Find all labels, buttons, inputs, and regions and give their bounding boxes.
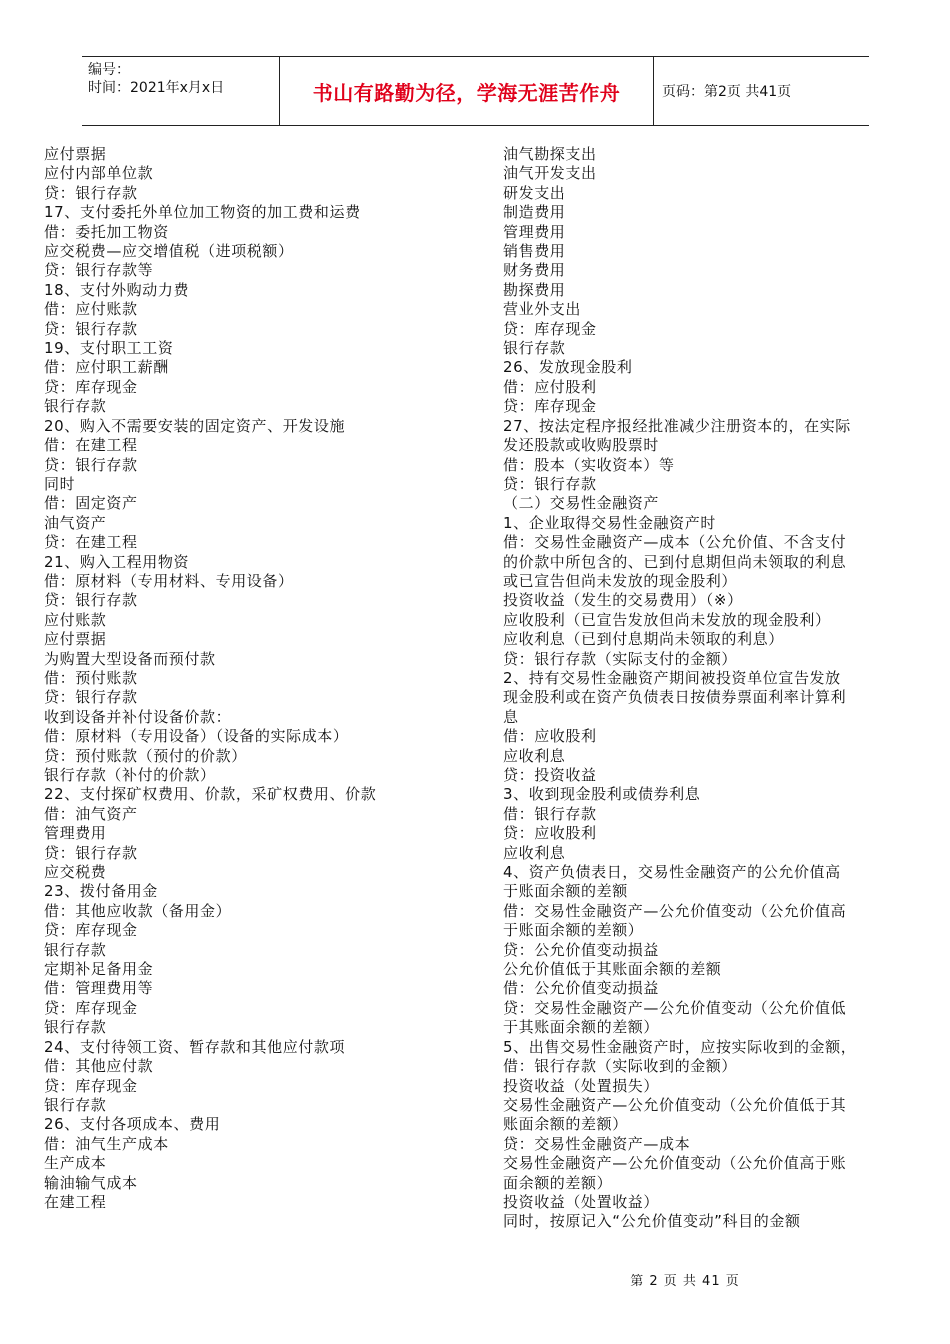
text-line: 银行存款 <box>44 1095 107 1114</box>
text-line: 借：委托加工物资 <box>44 222 169 241</box>
text-line: 20、购入不需要安装的固定资产、开发设施 <box>44 416 346 435</box>
text-line: 面余额的差额） <box>503 1173 613 1192</box>
text-line: 贷：库存现金 <box>44 998 138 1017</box>
text-line: 油气资产 <box>44 513 107 532</box>
text-line: 贷：库存现金 <box>44 377 138 396</box>
text-line: 贷：银行存款 <box>44 688 138 707</box>
text-line: 银行存款（补付的价款） <box>44 766 216 784</box>
text-line: 26、发放现金股利 <box>503 358 633 377</box>
text-line: 应收利息 <box>503 843 566 862</box>
page-footer <box>0 1270 950 1289</box>
text-line: 贷：预付账款（预付的价款） <box>44 746 247 765</box>
text-line: 借：应付股利 <box>503 377 597 396</box>
text-line: 3、收到现金股利或债券利息 <box>503 785 701 804</box>
text-line: 投资收益（发生的交易费用）（※） <box>503 591 743 610</box>
text-line: 贷：银行存款 <box>503 474 597 493</box>
text-line: 18、支付外购动力费 <box>44 280 190 299</box>
text-line: 借：股本（实收资本）等 <box>503 455 675 474</box>
left-column <box>44 145 474 1212</box>
text-line: 借：其他应付款 <box>44 1057 154 1076</box>
text-line: 银行存款 <box>44 397 107 416</box>
text-line: 息 <box>503 707 519 726</box>
text-line: 借：管理费用等 <box>44 979 154 998</box>
text-line: 管理费用 <box>503 222 566 241</box>
text-line: 借：在建工程 <box>44 436 138 455</box>
text-line: 22、支付探矿权费用、价款，采矿权费用、价款 <box>44 785 377 804</box>
text-line: 应收股利（已宣告发放但尚未发放的现金股利） <box>503 610 831 629</box>
header-motto: 书山有路勤为径，学海无涯苦作舟 <box>312 80 621 105</box>
text-line: 借：原材料（专用材料、专用设备） <box>44 571 294 590</box>
right-column <box>503 145 903 1232</box>
text-line: 借：公允价值变动损益 <box>503 979 660 998</box>
text-line: 同时，按原记入“公允价值变动”科目的金额 <box>503 1212 801 1231</box>
text-line: 的价款中所包含的、已到付息期但尚未领取的利息 <box>503 552 847 571</box>
text-line: 应交税费—应交增值税（进项税额） <box>44 242 294 261</box>
text-line: 制造费用 <box>503 203 566 222</box>
text-line: 交易性金融资产—公允价值变动（公允价值低于其 <box>503 1095 847 1114</box>
text-line: 贷：银行存款 <box>44 591 138 610</box>
text-line: 交易性金融资产—公允价值变动（公允价值高于账 <box>503 1154 847 1173</box>
text-line: 27、按法定程序报经批准减少注册资本的，在实际 <box>503 416 851 435</box>
page-header <box>82 56 869 126</box>
text-line: 发还股款或收购股票时 <box>503 436 660 455</box>
header-page-code: 页码：第2页 共41页 <box>662 84 792 100</box>
text-line: 输油输气成本 <box>44 1173 138 1192</box>
text-line: 贷：交易性金融资产—成本 <box>503 1134 691 1153</box>
text-line: 银行存款 <box>44 940 107 959</box>
header-page-code-cell <box>654 57 869 125</box>
text-line: 借：应收股利 <box>503 727 597 746</box>
text-line: 贷：银行存款（实际支付的金额） <box>503 649 738 668</box>
text-line: 贷：应收股利 <box>503 824 597 843</box>
text-line: 应收利息 <box>503 746 566 765</box>
text-line: 26、支付各项成本、费用 <box>44 1115 221 1134</box>
text-line: 在建工程 <box>44 1192 107 1211</box>
text-line: 借：其他应收款（备用金） <box>44 901 232 920</box>
text-line: 或已宣告但尚未发放的现金股利） <box>503 571 738 590</box>
text-line: 贷：库存现金 <box>44 921 138 940</box>
text-line: 投资收益（处置收益） <box>503 1192 660 1211</box>
text-line: 借：油气生产成本 <box>44 1134 169 1153</box>
text-line: 24、支付待领工资、暂存款和其他应付款项 <box>44 1037 346 1056</box>
text-line: 应收利息（已到付息期尚未领取的利息） <box>503 630 784 649</box>
text-line: 2、持有交易性金融资产期间被投资单位宣告发放 <box>503 668 841 687</box>
text-line: 勘探费用 <box>503 280 566 299</box>
text-line: 定期补足备用金 <box>44 960 154 979</box>
text-line: 借：应付职工薪酬 <box>44 358 169 377</box>
document-number-label: 编号： <box>88 62 130 78</box>
text-line: 应付内部单位款 <box>44 164 154 183</box>
text-line: 借：交易性金融资产—成本（公允价值、不含支付 <box>503 533 847 552</box>
text-line: （二）交易性金融资产 <box>503 494 660 513</box>
text-line: 贷：库存现金 <box>44 1076 138 1095</box>
text-line: 19、支付职工工资 <box>44 339 174 358</box>
text-line: 贷：在建工程 <box>44 533 138 552</box>
text-line: 贷：投资收益 <box>503 766 597 784</box>
text-line: 于其账面余额的差额） <box>503 1018 660 1037</box>
text-line: 4、资产负债表日，交易性金融资产的公允价值高 <box>503 863 841 882</box>
text-line: 应付票据 <box>44 630 107 649</box>
text-line: 贷：银行存款 <box>44 455 138 474</box>
text-line: 同时 <box>44 474 76 493</box>
text-line: 借：银行存款 <box>503 804 597 823</box>
text-line: 17、支付委托外单位加工物资的加工费和运费 <box>44 203 361 222</box>
header-meta <box>82 57 280 125</box>
text-line: 于账面余额的差额） <box>503 921 644 940</box>
text-line: 23、拨付备用金 <box>44 882 158 901</box>
text-line: 公允价值低于其账面余额的差额 <box>503 960 722 979</box>
text-line: 投资收益（处置损失） <box>503 1076 660 1095</box>
text-line: 贷：银行存款 <box>44 183 138 202</box>
text-line: 贷：银行存款等 <box>44 261 154 280</box>
text-line: 借：应付账款 <box>44 300 138 319</box>
text-line: 收到设备并补付设备价款： <box>44 707 232 726</box>
header-motto-cell <box>280 57 654 125</box>
text-line: 账面余额的差额） <box>503 1115 628 1134</box>
text-line: 贷：银行存款 <box>44 843 138 862</box>
footer-page-number: 第 2 页 共 41 页 <box>630 1274 740 1289</box>
text-line: 借：交易性金融资产—公允价值变动（公允价值高 <box>503 901 847 920</box>
text-line: 现金股利或在资产负债表日按债券票面利率计算利 <box>503 688 847 707</box>
text-line: 油气开发支出 <box>503 164 597 183</box>
text-line: 借：银行存款（实际收到的金额） <box>503 1057 738 1076</box>
text-line: 借：固定资产 <box>44 494 138 513</box>
text-line: 5、出售交易性金融资产时，应按实际收到的金额， <box>503 1037 857 1056</box>
text-line: 贷：公允价值变动损益 <box>503 940 660 959</box>
text-line: 借：油气资产 <box>44 804 138 823</box>
text-line: 21、购入工程用物资 <box>44 552 190 571</box>
text-line: 贷：库存现金 <box>503 319 597 338</box>
text-line: 贷：银行存款 <box>44 319 138 338</box>
text-line: 银行存款 <box>503 339 566 358</box>
text-line: 应付票据 <box>44 145 107 163</box>
text-line: 销售费用 <box>503 242 566 261</box>
text-line: 油气勘探支出 <box>503 145 597 163</box>
text-line: 生产成本 <box>44 1154 107 1173</box>
text-line: 贷：库存现金 <box>503 397 597 416</box>
text-line: 借：原材料（专用设备）（设备的实际成本） <box>44 727 349 746</box>
text-line: 1、企业取得交易性金融资产时 <box>503 513 716 532</box>
text-line: 财务费用 <box>503 261 566 280</box>
text-line: 营业外支出 <box>503 300 582 319</box>
text-line: 为购置大型设备而预付款 <box>44 649 216 668</box>
text-line: 银行存款 <box>44 1018 107 1037</box>
document-time-label: 时间：2021年x月x日 <box>88 80 225 96</box>
text-line: 研发支出 <box>503 183 566 202</box>
text-line: 管理费用 <box>44 824 107 843</box>
text-line: 应交税费 <box>44 863 107 882</box>
text-line: 于账面余额的差额 <box>503 882 628 901</box>
text-line: 应付账款 <box>44 610 107 629</box>
text-line: 贷：交易性金融资产—公允价值变动（公允价值低 <box>503 998 847 1017</box>
text-line: 借：预付账款 <box>44 668 138 687</box>
